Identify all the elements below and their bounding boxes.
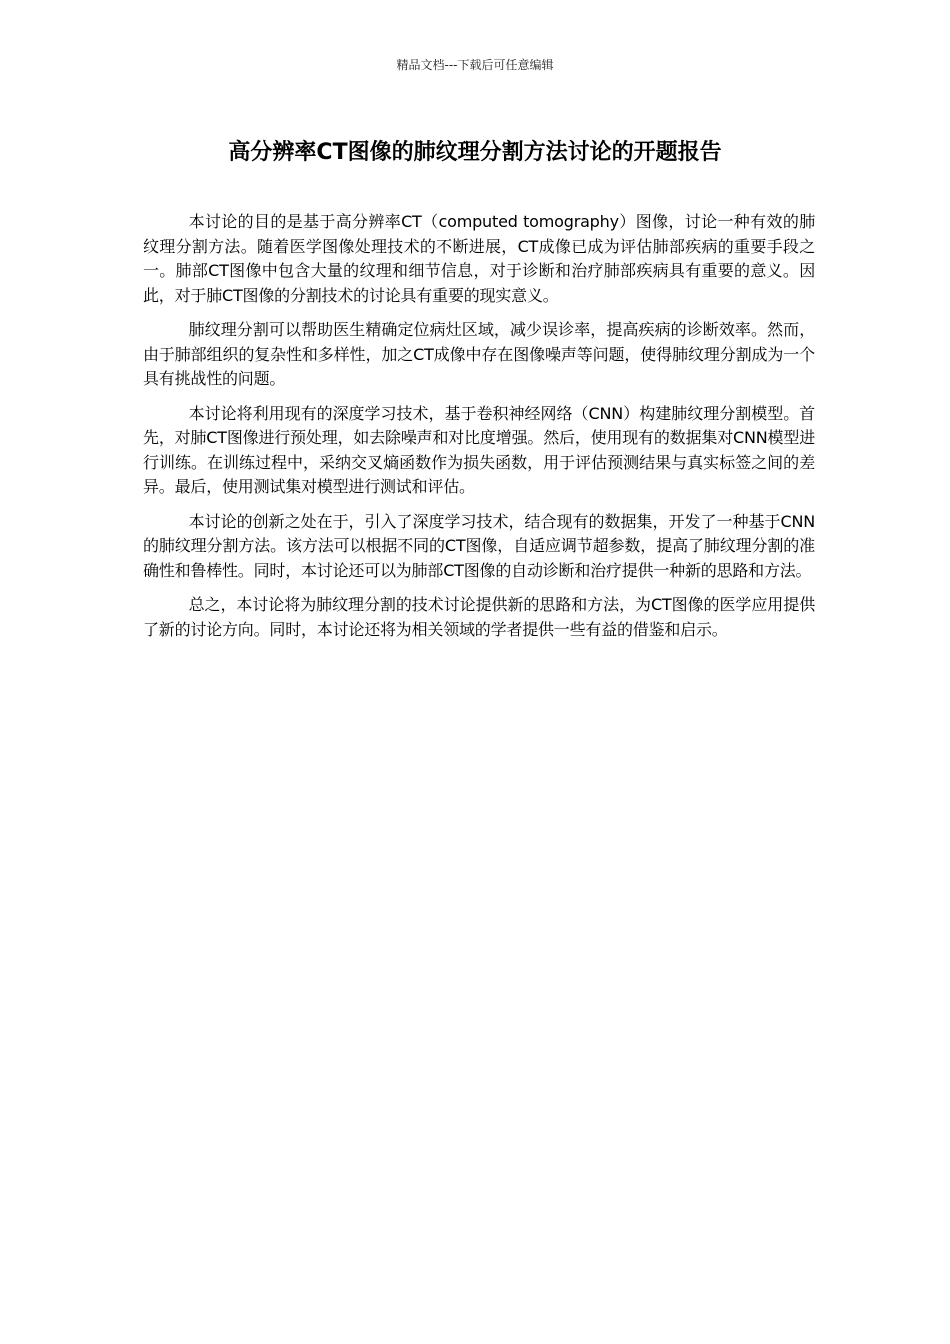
paragraph-conclusion: 总之，本讨论将为肺纹理分割的技术讨论提供新的思路和方法，为CT图像的医学应用提供了新的讨论方向。同时，本讨论还将为相关领域的学者提供一些有益的借鉴和启示。 — [143, 595, 815, 639]
document-title: 高分辨率CT图像的肺纹理分割方法讨论的开题报告 — [228, 140, 722, 165]
document-body — [143, 210, 815, 652]
paragraph-method: 本讨论将利用现有的深度学习技术，基于卷积神经网络（CNN）构建肺纹理分割模型。首先，对肺CT图像进行预处理，如去除噪声和对比度增强。然后，使用现有的数据集对CNN模型进行训练。在训练过程中，采纳交叉熵函数作为损失函数，用于评估预测结果与真实标签之间的差异。最后，使用测试集对模型进行测试和评估。 — [143, 403, 815, 496]
paragraph-significance: 肺纹理分割可以帮助医生精确定位病灶区域，减少误诊率，提高疾病的诊断效率。然而，由于肺部组织的复杂性和多样性，加之CT成像中存在图像噪声等问题，使得肺纹理分割成为一个具有挑战性的问题。 — [143, 320, 815, 388]
paragraph-innovation: 本讨论的创新之处在于，引入了深度学习技术，结合现有的数据集，开发了一种基于CNN的肺纹理分割方法。该方法可以根据不同的CT图像，自适应调节超参数，提高了肺纹理分割的准确性和鲁棒性。同时，本讨论还可以为肺部CT图像的自动诊断和治疗提供一种新的思路和方法。 — [143, 511, 815, 580]
page-header: 精品文档---下载后可任意编辑 — [396, 58, 554, 72]
paragraph-purpose: 本讨论的目的是基于高分辨率CT（computed tomography）图像，讨论一种有效的肺纹理分割方法。随着医学图像处理技术的不断进展，CT成像已成为评估肺部疾病的重要手段之一。肺部CT图像中包含大量的纹理和细节信息，对于诊断和治疗肺部疾病具有重要的意义。因此，对于肺CT图像的分割技术的讨论具有重要的现实意义。 — [143, 212, 815, 305]
